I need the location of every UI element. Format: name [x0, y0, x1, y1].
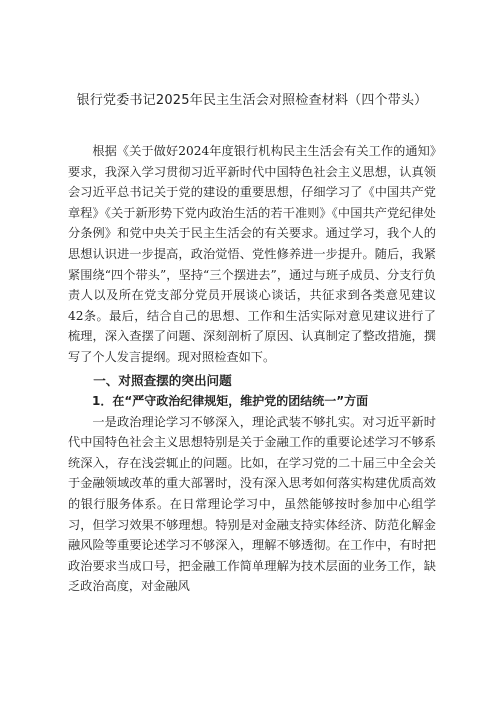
document-title: 银行党委书记2025年民主生活会对照检查材料（四个带头）: [76, 93, 428, 108]
body-paragraph: 一是政治理论学习不够深入，理论武装不够扎实。对习近平新时代中国特色社会主义思想特别是关于金融工作的重要论述学习不够系统深入，存在浅尝辄止的问题。比如，在学习党的二十届三中全会关于金融领域改革的重大部署时，没有深入思考如何落实构建优质高效的银行服务体系。在日常理论学习中，虽然能够按时参加中心组学习，但学习效果不够理想。特别是对金融支持实体经济、防范化解金融风险等重要论述学习不够深入，理解不够透彻。在工作中，有时把政治要求当成口号，把金融工作简单理解为技术层面的业务工作，缺乏政治高度，对金融风: [68, 414, 436, 594]
subsection-heading: 1．在“严守政治纪律规矩，维护党的团结统一”方面: [92, 393, 369, 408]
section-heading: 一、对照查摆的突出问题: [93, 372, 232, 388]
intro-paragraph: 根据《关于做好2024年度银行机构民主生活会有关工作的通知》要求，我深入学习贯彻习近平新时代中国特色社会主义思想，认真领会习近平总书记关于党的建设的重要思想，仔细学习了《中国共产党章程》《关于新形势下党内政治生活的若干准则》《中国共产党纪律处分条例》和党中央关于民主生活会的有关要求。通过学习，我个人的思想认识进一步提高，政治觉悟、党性修养进一步提升。随后，我紧紧围绕“四个带头”，坚持“三个摆进去”，通过与班子成员、分支行负责人以及所在党支部分党员开展谈心谈话，共征求到各类意见建议42条。最后，结合自己的思想、工作和生活实际对意见建议进行了梳理，深入查摆了问题、深刻剖析了原因、认真制定了整改措施，撰写了个人发言提纲。现对照检查如下。: [68, 144, 436, 364]
